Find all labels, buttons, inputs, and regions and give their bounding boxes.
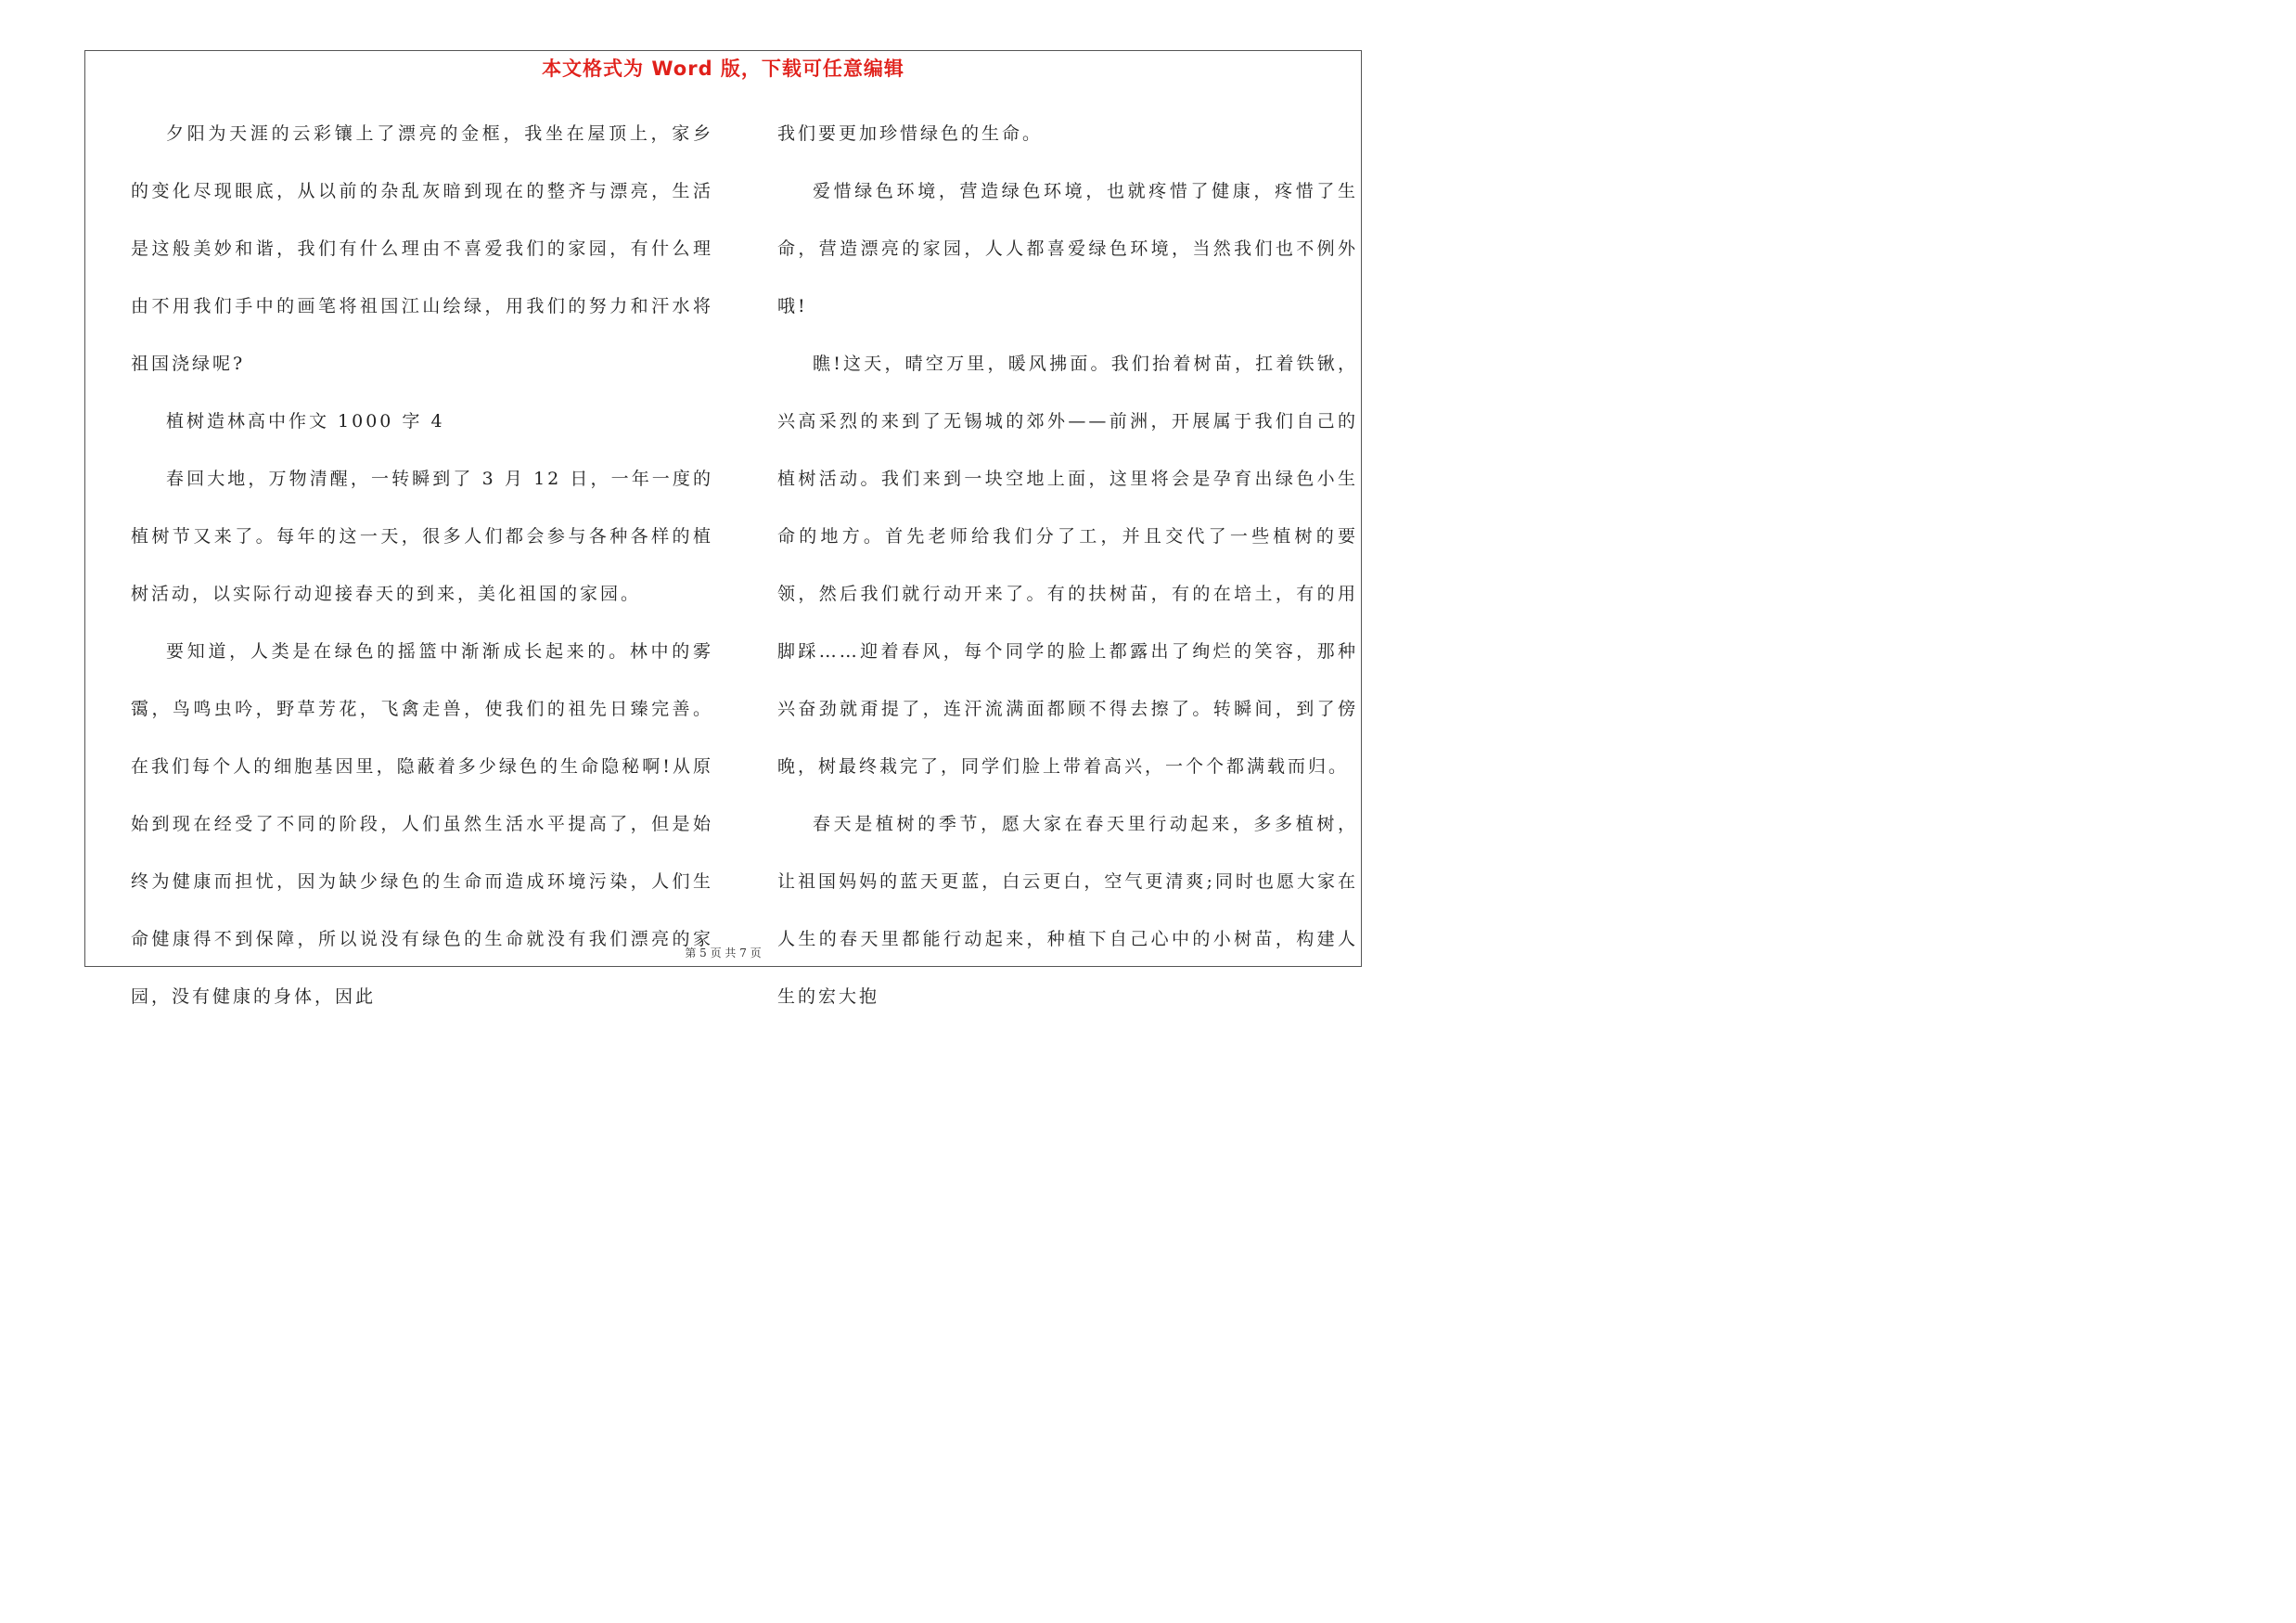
paragraph: 要知道，人类是在绿色的摇篮中渐渐成长起来的。林中的雾霭，鸟鸣虫吟，野草芳花，飞禽走兽，使我们的祖先日臻完善。在我们每个人的细胞基因里，隐蔽着多少绿色的生命隐秘啊!从原始到现在经受了不同的阶段，人们虽然生活水平提高了，但是始终为健康而担忧，因为缺少绿色的生命而造成环境污染，人们生命健康得不到保障，所以说没有绿色的生命就没有我们漂亮的家园，没有健康的身体，因此 (131, 641, 713, 1007)
section-heading: 植树造林高中作文 1000 字 4 (166, 411, 445, 432)
left-column (131, 105, 713, 1025)
paragraph: 瞧!这天，晴空万里，暖风拂面。我们抬着树苗，扛着铁锹，兴高采烈的来到了无锡城的郊外——前洲，开展属于我们自己的植树活动。我们来到一块空地上面，这里将会是孕育出绿色小生命的地方。首先老师给我们分了工，并且交代了一些植树的要领，然后我们就行动开来了。有的扶树苗，有的在培土，有的用脚踩……迎着春风，每个同学的脸上都露出了绚烂的笑容，那种兴奋劲就甭提了，连汗流满面都顾不得去擦了。转瞬间，到了傍晚，树最终栽完了，同学们脸上带着高兴，一个个都满载而归。 (777, 354, 1358, 777)
paragraph: 爱惜绿色环境，营造绿色环境，也就疼惜了健康，疼惜了生命，营造漂亮的家园，人人都喜爱绿色环境，当然我们也不例外哦! (777, 181, 1358, 316)
paragraph: 春回大地，万物清醒，一转瞬到了 3 月 12 日，一年一度的植树节又来了。每年的这一天，很多人们都会参与各种各样的植树活动，以实际行动迎接春天的到来，美化祖国的家园。 (131, 469, 713, 604)
paragraph: 夕阳为天涯的云彩镶上了漂亮的金框，我坐在屋顶上，家乡的变化尽现眼底，从以前的杂乱灰暗到现在的整齐与漂亮，生活是这般美妙和谐，我们有什么理由不喜爱我们的家园，有什么理由不用我们手中的画笔将祖国江山绘绿，用我们的努力和汗水将祖国浇绿呢? (131, 123, 713, 374)
paragraph: 春天是植树的季节，愿大家在春天里行动起来，多多植树，让祖国妈妈的蓝天更蓝，白云更白，空气更清爽;同时也愿大家在人生的春天里都能行动起来，种植下自己心中的小树苗，构建人生的宏大抱 (777, 814, 1358, 1007)
right-column (777, 105, 1358, 1025)
page-number: 第 5 页 共 7 页 (685, 947, 762, 960)
paragraph-continuation: 我们要更加珍惜绿色的生命。 (777, 123, 1044, 144)
document-header-notice: 本文格式为 Word 版，下载可任意编辑 (542, 58, 904, 80)
